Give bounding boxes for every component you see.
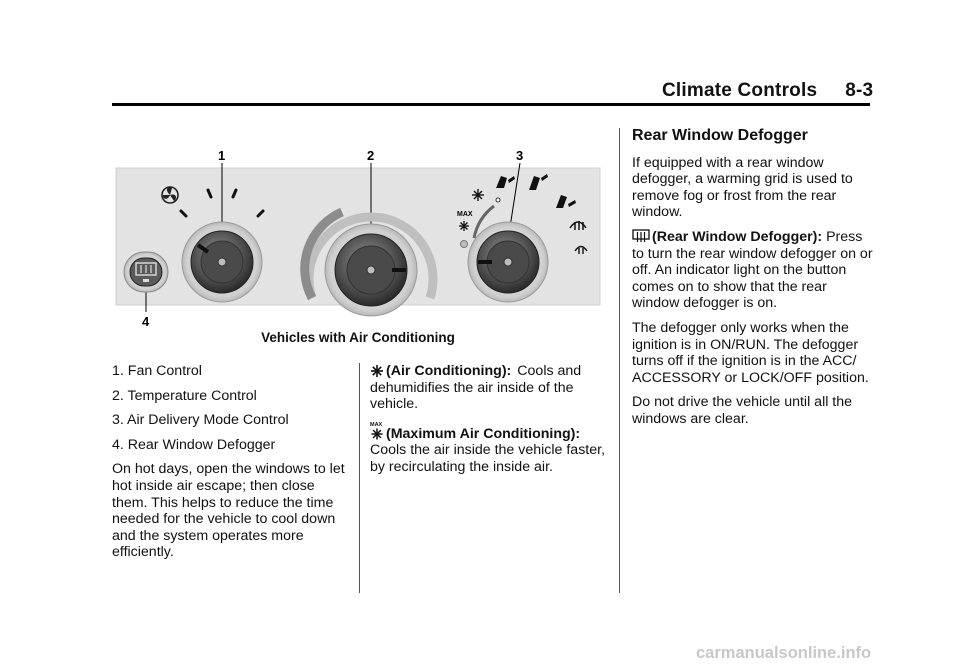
climate-control-panel-illustration [112,140,604,330]
ac-entry [370,363,610,413]
list-item: 4. Rear Window Defogger [112,436,276,453]
rear-defogger-intro: If equipped with a rear window defogger, a warming grid is used to remove fog or frost from the rear window. [632,154,853,221]
callout-1: 1 [218,148,226,163]
list-item: 1. Fan Control [112,363,202,379]
max-ac-term: (Maximum Air Conditioning): [386,425,581,442]
callout-3: 3 [516,148,524,163]
hot-days-paragraph: On hot days, open the windows to let hot inside air escape; then close them. This helps to reduce the time needed for the vehicle to cool down and the system operates more efficiently. [112,461,345,561]
max-ac-icon [370,421,384,441]
svg-text:MAX: MAX [370,421,383,428]
rear-defogger-entry [632,229,874,312]
rear-defogger-button [124,252,168,292]
ac-snowflake-icon [370,364,384,378]
air-delivery-mode-knob [468,222,548,302]
rear-defogger-heading: Rear Window Defogger [632,127,808,144]
windows-clear-paragraph: Do not drive the vehicle until all the windows are clear. [632,394,853,427]
fan-control-knob [182,222,262,302]
max-ac-snowflake-icon [459,221,469,231]
rear-defogger-term: (Rear Window Defogger): [652,228,823,245]
ac-term: (Air Conditioning): [386,363,512,379]
callout-4: 4 [142,314,150,329]
section-title: Climate Controls [662,80,818,101]
right-column [632,128,874,436]
rear-defogger-icon [632,229,650,244]
header-rule [112,103,870,106]
page-header [662,80,873,102]
column-divider [619,128,620,593]
figure-caption: Vehicles with Air Conditioning [261,330,455,345]
max-ac-description: Cools the air inside the vehicle faster, by recirculating the inside air. [370,442,606,475]
callout-2: 2 [367,148,375,163]
indicator-light [461,241,468,248]
rear-defogger-description: Press to turn the rear window defogger on or off. An indicator light on the button comes on to show that the rear window defogger is on. [632,228,873,312]
page-number: 8-3 [845,80,874,101]
list-item: 3. Air Delivery Mode Control [112,412,289,429]
max-ac-entry [370,421,610,476]
middle-column [370,363,610,484]
ac-description: Cools and dehumidifies the air inside of the vehicle. [370,363,582,413]
list-item: 2. Temperature Control [112,387,257,404]
max-label: MAX [457,211,473,218]
column-divider [359,363,360,593]
left-column [112,363,347,569]
watermark: carmanualsonline.info [696,644,872,662]
defogger-ignition-paragraph: The defogger only works when the ignition is in ON/RUN. The defogger turns off if the ignition is in the ACC/ ACCESSORY or LOCK/OFF position. [632,319,869,386]
